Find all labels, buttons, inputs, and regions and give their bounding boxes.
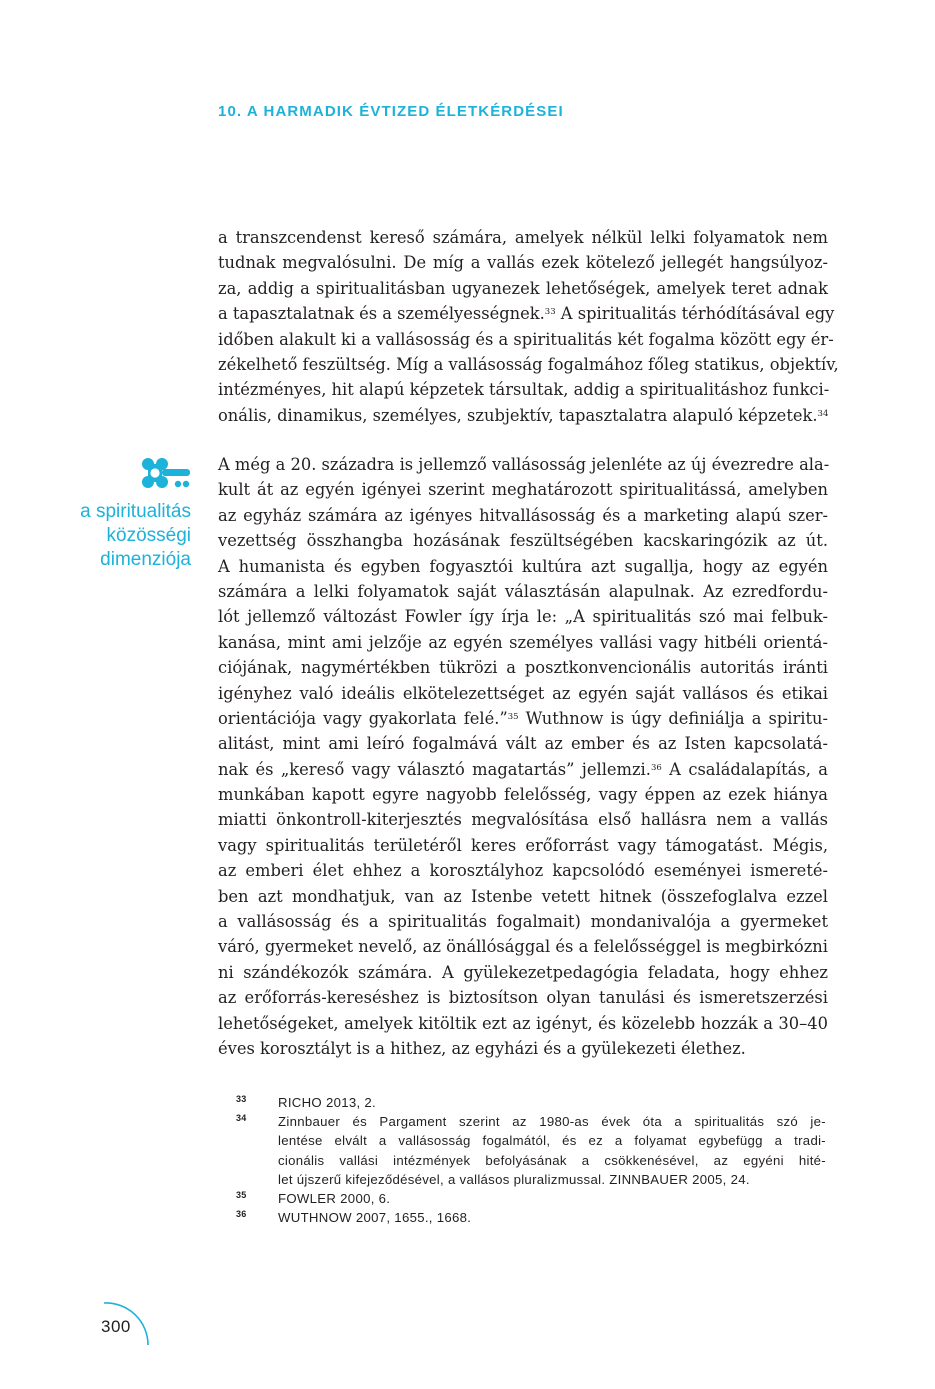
text-line [218, 731, 828, 756]
text-segment: orientációja vagy gyakorlata felé.” [218, 708, 508, 728]
text-line: ni szándékozók számára. A gyülekezetpedagógia feladata, hogy ehhez [218, 962, 828, 982]
text-line: ben azt mondhatjuk, van az Istenbe vetett hitnek (összefoglalva ezzel [218, 886, 828, 906]
text-line: lót jellemző változást Fowler így írja le: „A spiritualitás szó mai felbuk- [218, 607, 828, 627]
footnote-36 [236, 1208, 836, 1227]
text-line: számára a lelki folyamatok saját választásán alapulnak. Az ezredfordu- [218, 581, 828, 601]
text-segment: A spiritualitás térhódításával egy [555, 304, 835, 324]
text-line: A humanista és egyben fogyasztói kultúra azt sugallja, hogy az egyén [218, 556, 828, 576]
text-segment: Wuthnow is úgy definiálja a spiritu- [518, 708, 828, 728]
text-line [218, 403, 828, 428]
footnote-line: let újszerű kifejeződésével, a vallásos pluralizmussal. ZINNBAUER 2005, 24. [278, 1171, 750, 1187]
text-line: A még a 20. századra is jellemző vallásosság jelenléte az új évezredre ala- [218, 455, 830, 474]
footnote-34 [236, 1112, 836, 1189]
text-segment: A családalapítás, a [661, 759, 828, 779]
footnote-33 [236, 1093, 836, 1112]
text-segment: onális, dinamikus, személyes, szubjektív, tapasztalatra alapuló képzetek. [218, 405, 818, 425]
footnote-line: cionális vallási intézmények befolyásának a csökkenésével, az egyéni hité- [278, 1152, 826, 1168]
footnote-number: 35 [236, 1189, 247, 1200]
text-line [218, 706, 828, 731]
key-icon [140, 456, 192, 492]
footnotes [236, 1093, 836, 1227]
text-line [218, 757, 828, 782]
footnote-line: WUTHNOW 2007, 1655., 1668. [278, 1210, 472, 1226]
footnote-ref-34[interactable]: 34 [817, 408, 829, 419]
text-segment: ali [218, 734, 239, 754]
footnote-number: 34 [236, 1113, 247, 1124]
text-segment: a tapasztalatnak és a személyességnek. [218, 304, 545, 324]
text-line: za, addig a spiritualitásban ugyanezek lehetőségek, amelyek teret adnak [218, 278, 828, 298]
text-line: az egyház számára az igényes hitvallásosság és a marketing alapú szer- [218, 505, 828, 525]
text-line: lehetőségeket, amelyek kitöltik ezt az igényt, és közelebb hozzák a 30–40 [218, 1013, 828, 1033]
footnote-ref-33[interactable]: 33 [544, 307, 556, 318]
text-line: zékelhető feszültség. Míg a vallásosság fogalmához főleg statikus, objektív, [218, 354, 839, 374]
footnote-number: 36 [236, 1209, 247, 1220]
footnote-35 [236, 1189, 836, 1208]
text-line: intézményes, hit alapú képzetek társultak, addig a spiritualitáshoz funkci- [218, 380, 830, 400]
margin-note-line: dimenziója [100, 549, 191, 570]
paragraph-1 [218, 225, 839, 428]
footnote-number: 33 [236, 1094, 247, 1104]
text-line: ciójának, nagymértékben tükrözi a posztkonvencionális autoritás iránti [218, 658, 828, 678]
text-line: munkában kapott egyre nagyobb felelősség, vagy éppen az ezek hiánya [218, 785, 828, 805]
footnote-ref-35[interactable]: 35 [507, 711, 519, 722]
text-line: váró, gyermeket nevelő, az önállósággal és a felelősséggel is megbirkózni [218, 937, 828, 957]
text-line: kanása, mint ami jelzője az egyén személyes vallási vagy hitbéli orientá- [218, 632, 828, 652]
text-line: miatti önkontroll-kiterjesztés megvalósítása első hallásra nem a vallás [218, 810, 828, 830]
text-line: időben alakult ki a vallásosság és a spiritualitás két fogalma között egy ér- [218, 329, 834, 349]
text-line: vagy spiritualitás területéről keres erőforrást vagy támogatást. Mégis, [218, 835, 828, 855]
margin-note-line: közösségi [106, 525, 191, 546]
text-line: éves korosztályt is a hithez, az egyházi és a gyülekezeti élethez. [218, 1038, 746, 1058]
text-line: tudnak megvalósulni. De míg a vallás ezek kötelező jellegét hangsúlyoz- [218, 253, 828, 273]
text-line: az emberi élet ehhez a korosztályhoz kapcsolódó eseményei ismereté- [218, 861, 828, 881]
text-line: vezettség összhangba hozásának feszültségében kacskaringózik az út. [218, 531, 828, 551]
page-number: 300 [101, 1317, 131, 1336]
text-line: igényhez való ideális elkötelezettséget az egyén saját vallásos és etikai [218, 683, 828, 703]
text-segment: tást, mint ami leíró fogalmává vált az ember és az Isten kapcsolatá- [238, 734, 828, 754]
footnote-ref-36[interactable]: 36 [650, 762, 662, 773]
footnote-line: lentése elvált a vallásosság fogalmától, és ez a folyamat egybefügg a tradi- [278, 1133, 826, 1149]
text-line [218, 301, 835, 326]
text-line: az erőforrás-kereséshez is biztosítson olyan tanulási és ismeretszerzési [218, 988, 828, 1008]
paragraph-2 [218, 452, 828, 1061]
text-segment: nak és „kereső vagy választó magatartás” jellemzi. [218, 759, 651, 779]
footnote-line: FOWLER 2000, 6. [278, 1190, 391, 1206]
margin-note [31, 500, 191, 572]
footnote-line: RICHO 2013, 2. [278, 1095, 377, 1110]
running-header: 10. A HARMADIK ÉVTIZED ÉLETKÉRDÉSEI [218, 103, 564, 120]
text-line: a vallásosság és a spiritualitás fogalmait) mondanivalója a gyermeket [218, 912, 828, 932]
margin-note-line: a spiritualitás [80, 501, 191, 522]
footnote-line: Zinnbauer és Pargament szerint az 1980-as évek óta a spiritualitás szó je- [278, 1114, 826, 1130]
text-line: a transzcendenst kereső számára, amelyek nélkül lelki folyamatok nem [218, 228, 828, 247]
text-line: kult át az egyén igényei szerint meghatározott spiritualitássá, amelyben [218, 480, 828, 500]
